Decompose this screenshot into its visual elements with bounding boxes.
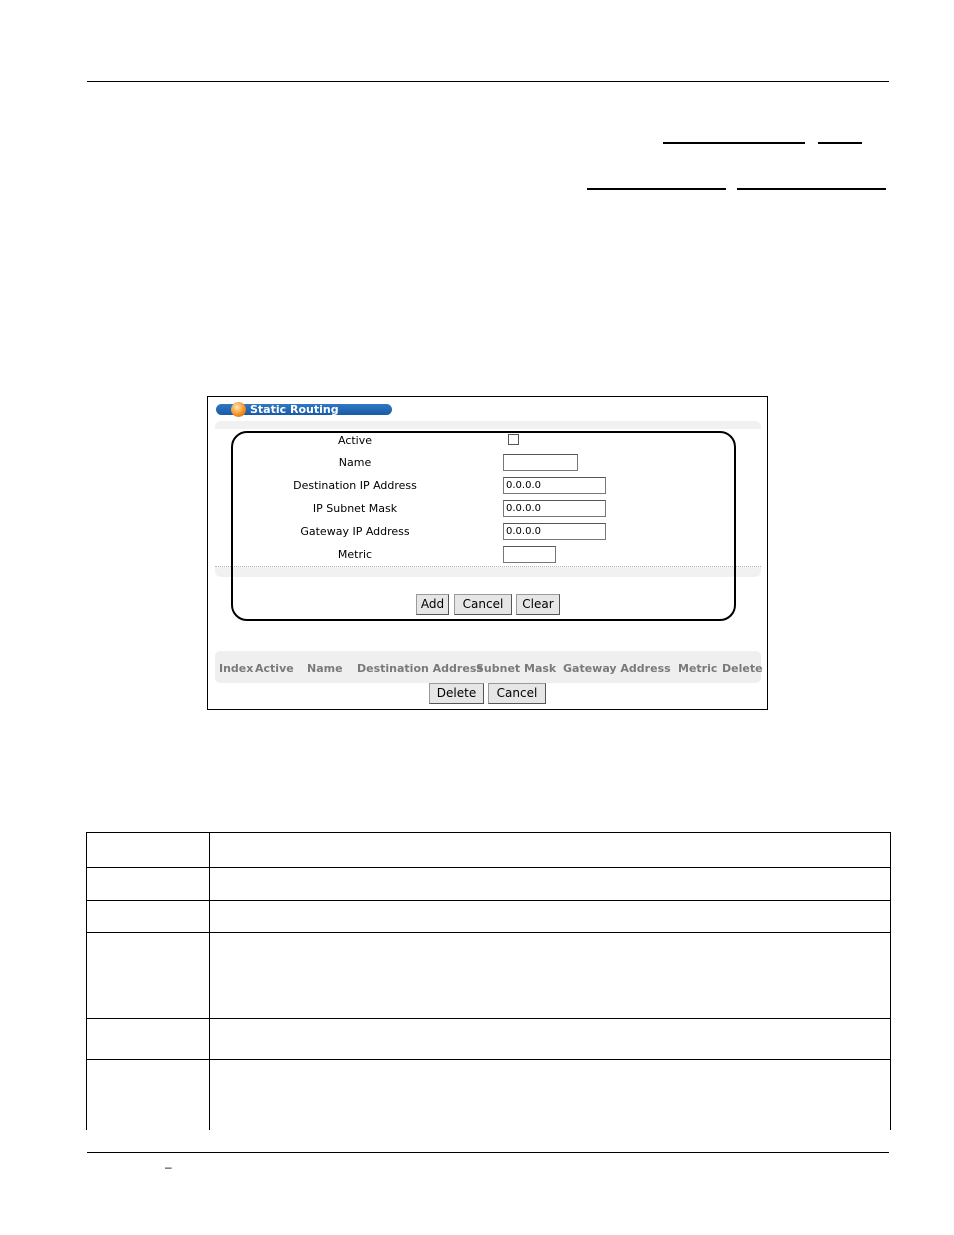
link-underline	[663, 142, 805, 144]
add-button[interactable]: Add	[416, 594, 449, 615]
link-underline	[737, 188, 886, 190]
orange-orb-icon	[231, 402, 246, 417]
header-rule	[87, 81, 889, 82]
table-row	[87, 868, 891, 901]
column-header-gateway: Gateway Address	[563, 662, 671, 675]
column-header-destination: Destination Address	[357, 662, 483, 675]
column-header-subnet: Subnet Mask	[476, 662, 557, 675]
subnet-mask-input[interactable]: 0.0.0.0	[503, 500, 606, 517]
footer-mark: –	[165, 1160, 172, 1174]
clear-button[interactable]: Clear	[516, 594, 560, 615]
table-row	[87, 901, 891, 933]
table-row	[87, 833, 891, 868]
field-label: IP Subnet Mask	[312, 502, 398, 515]
field-label: Active	[337, 434, 373, 447]
link-underline	[587, 188, 726, 190]
column-header-index: Index	[219, 662, 254, 675]
table-row	[87, 1060, 891, 1130]
table-row	[87, 1019, 891, 1060]
screen-title: Static Routing	[250, 403, 339, 416]
callout-outline	[231, 431, 736, 621]
field-label: Metric	[337, 548, 373, 561]
footer-rule	[87, 1152, 889, 1153]
column-header-metric: Metric	[678, 662, 718, 675]
column-header-name: Name	[307, 662, 343, 675]
link-underline	[818, 142, 862, 144]
field-label: Destination IP Address	[293, 479, 417, 492]
destination-ip-input[interactable]: 0.0.0.0	[503, 477, 606, 494]
static-routing-screenshot	[207, 396, 768, 710]
screen-title-bar	[216, 404, 392, 415]
column-header-active: Active	[255, 662, 294, 675]
field-description-table	[86, 832, 891, 1130]
gateway-ip-input[interactable]: 0.0.0.0	[503, 523, 606, 540]
delete-button[interactable]: Delete	[429, 683, 484, 704]
column-header-delete: Delete	[722, 662, 763, 675]
cancel-button[interactable]: Cancel	[454, 594, 512, 615]
field-label: Name	[338, 456, 372, 469]
list-cancel-button[interactable]: Cancel	[488, 683, 546, 704]
table-row	[87, 933, 891, 1019]
field-label: Gateway IP Address	[300, 525, 410, 538]
